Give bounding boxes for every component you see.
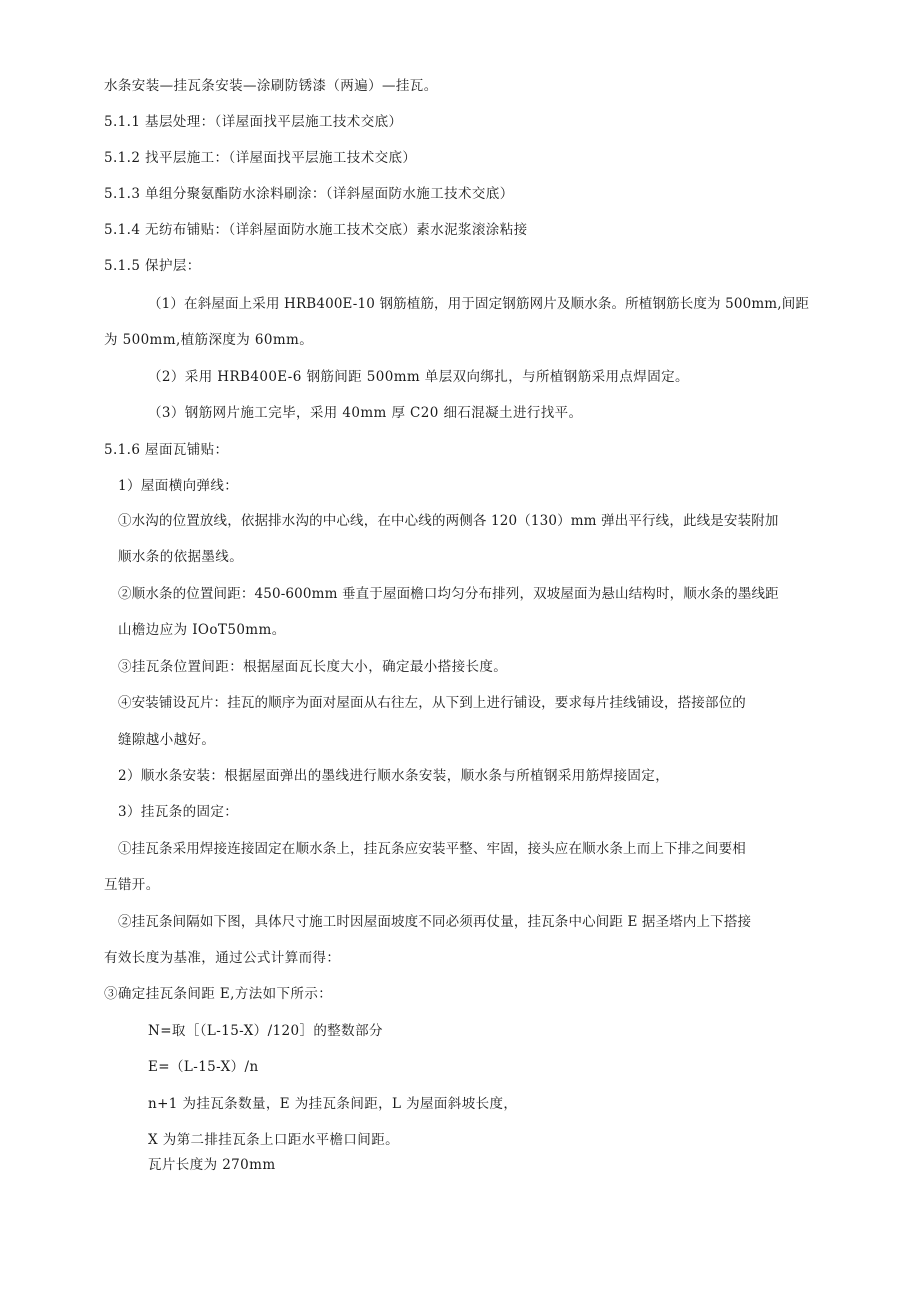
- text-line: 瓦片长度为 270mm: [148, 1157, 276, 1173]
- text-line: 互错开。: [104, 877, 160, 893]
- section-5-1-3: 5.1.3 单组分聚氨酯防水涂料刷涂：（详斜屋面防水施工技术交底）: [104, 186, 514, 202]
- text-line: X 为第二排挂瓦条上口距水平檐口间距。: [148, 1132, 400, 1148]
- formula-e: E=（L-15-X）/n: [148, 1059, 259, 1075]
- section-5-1-5: 5.1.5 保护层：: [104, 258, 201, 274]
- section-5-1-4: 5.1.4 无纺布铺贴：（详斜屋面防水施工技术交底）素水泥浆滚涂粘接: [104, 222, 528, 238]
- text-line: （2）采用 HRB400E-6 钢筋间距 500mm 单层双向绑扎，与所植钢筋采用点焊固定。: [148, 369, 689, 385]
- text-line: ①挂瓦条采用焊接连接固定在顺水条上，挂瓦条应安装平整、牢固，接头应在顺水条上而上下排之间要相: [118, 841, 746, 857]
- section-5-1-6: 5.1.6 屋面瓦铺贴：: [104, 442, 229, 458]
- section-5-1-2: 5.1.2 找平层施工：（详屋面找平层施工技术交底）: [104, 150, 417, 166]
- text-line: 山檐边应为 IOoT50mm。: [118, 622, 286, 638]
- text-line: ①水沟的位置放线，依据排水沟的中心线，在中心线的两侧各 120（130）mm 弹出平行线，此线是安装附加: [118, 513, 779, 529]
- text-line: 水条安装—挂瓦条安装—涂刷防锈漆（两遍）—挂瓦。: [104, 78, 438, 94]
- text-line: 2）顺水条安装：根据屋面弹出的墨线进行顺水条安装，顺水条与所植钢采用筋焊接固定，: [118, 768, 670, 784]
- text-line: 有效长度为基准，通过公式计算而得：: [104, 950, 341, 966]
- formula-n: N=取［（L-15-X）/120］的整数部分: [148, 1023, 383, 1039]
- text-line: ②挂瓦条间隔如下图，具体尺寸施工时因屋面坡度不同必须再仗量，挂瓦条中心间距 E 据圣塔内上下搭接: [118, 914, 752, 930]
- text-line: ②顺水条的位置间距：450-600mm 垂直于屋面檐口均匀分布排列，双坡屋面为悬山结构时，顺水条的墨线距: [118, 586, 779, 602]
- text-line: ③确定挂瓦条间距 E,方法如下所示：: [104, 986, 333, 1002]
- text-line: ④安装铺设瓦片：挂瓦的顺序为面对屋面从右往左，从下到上进行铺设，要求每片挂线铺设，搭接部位的: [118, 695, 746, 711]
- text-line: （1）在斜屋面上采用 HRB400E-10 钢筋植筋，用于固定钢筋网片及顺水条。所植钢筋长度为 500mm,间距: [148, 296, 809, 312]
- text-line: 缝隙越小越好。: [118, 732, 216, 748]
- text-line: 为 500mm,植筋深度为 60mm。: [104, 332, 314, 348]
- text-line: （3）钢筋网片施工完毕，采用 40mm 厚 C20 细石混凝土进行找平。: [148, 405, 583, 421]
- text-line: 顺水条的依据墨线。: [118, 549, 244, 565]
- section-5-1-1: 5.1.1 基层处理：（详屋面找平层施工技术交底）: [104, 114, 403, 130]
- text-line: ③挂瓦条位置间距：根据屋面瓦长度大小，确定最小搭接长度。: [118, 659, 508, 675]
- text-line: n+1 为挂瓦条数量，E 为挂瓦条间距，L 为屋面斜坡长度，: [148, 1096, 518, 1112]
- text-line: 3）挂瓦条的固定：: [118, 804, 239, 820]
- text-line: 1）屋面横向弹线：: [118, 478, 239, 494]
